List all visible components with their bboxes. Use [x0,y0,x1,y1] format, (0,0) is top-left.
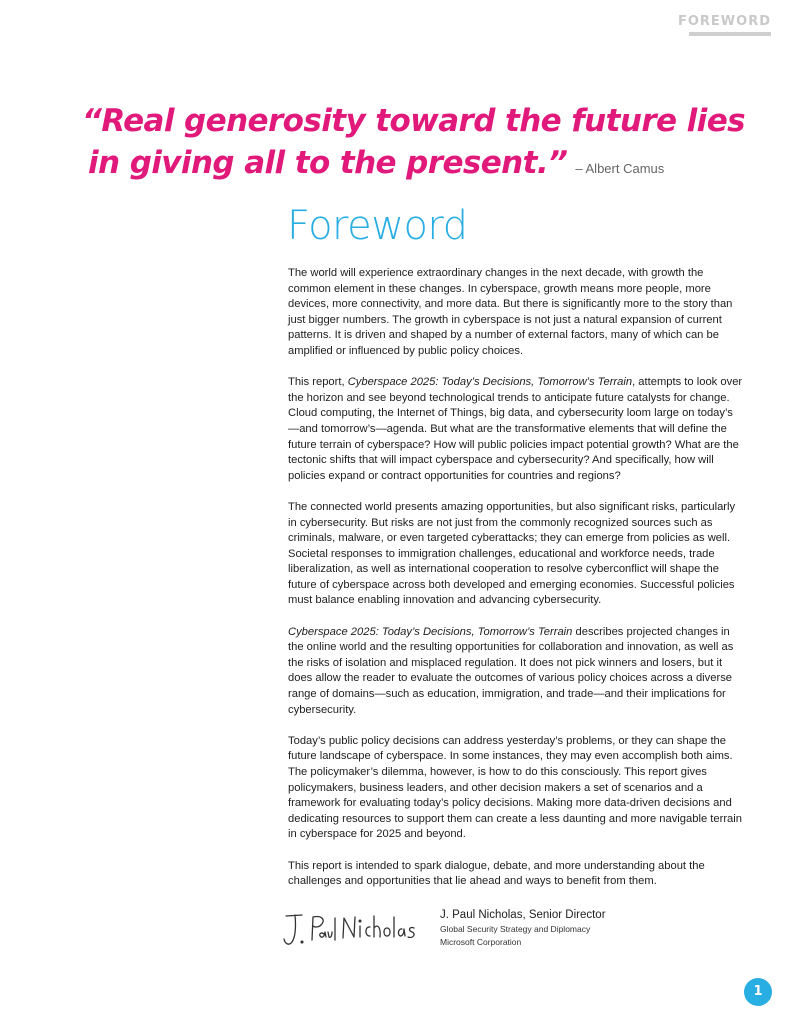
section-header-rule [689,32,771,36]
signer-department: Global Security Strategy and Diplomacy [440,924,591,934]
paragraph-5: Today’s public policy decisions can address yesterday’s problems, or they can shape the future landscape of cyberspace. In some instances, they may even accomplish both aims. The policymaker’s dilemma, however, is how to do this consciously. This report gives policymakers, business leaders, and other decision makers a set of scenarios and a framework for evaluating today’s policy decisions. Making more data-driven decisions and dedicating resources to support them can create a less daunting and more navigable terrain in cyberspace for 2025 and beyond. [288,734,742,841]
page-title: Foreword [287,203,468,249]
section-header-tag: FOREWORD [677,14,771,29]
paragraph-1: The world will experience extraordinary changes in the next decade, with growth the common element in these changes. In cyberspace, growth means more people, more devices, more connectivity, and more data. But there is significantly more to the story than just bigger numbers. The growth in cyberspace is not just a natural expansion of current patterns. It is driven and shaped by a number of external factors, many of which can be amplified or influenced by public policy choices. [288,267,733,357]
quote-attribution: – Albert Camus [575,161,665,176]
paragraph-2 [288,375,744,484]
paragraph-4-rest: describes projected changes in the online world and the resulting opportunities for collaboration and innovation, as well as the risks of isolation and misplaced regulation. It does not pick winners and losers, but it does allow the reader to evaluate the outcomes of various policy choices across a diverse range of domains—such as education, immigration, and trade—and their implications for cybersecurity. [288,625,734,716]
pull-quote [82,100,762,190]
handwritten-signature [280,908,420,950]
paragraph-4 [288,625,744,719]
body-text [288,266,744,905]
quote-line-2-text: in giving all to the present.” [88,145,568,181]
report-title-italic: Cyberspace 2025: Today’s Decisions, Tomorrow’s Terrain [347,376,633,389]
quote-line-2 [82,142,762,190]
quote-line-1: “Real generosity toward the future lies [82,103,745,139]
paragraph-3: The connected world presents amazing opportunities, but also significant risks, particularly in cybersecurity. But risks are not just from the commonly recognized sources such as criminals, malware, or even targeted cyberattacks; they can emerge from policies as well. Societal responses to immigration challenges, educational and workforce needs, trade liberalization, as well as international cooperation to resolve cyberconflict will shape the future of cyberspace across both developed and emerging economies. Successful policies must balance enabling innovation and advancing cybersecurity. [288,500,736,607]
signer-company: Microsoft Corporation [440,937,522,947]
paragraph-2-lead: This report, [288,376,348,389]
signer-block [440,909,606,947]
signer-name: J. Paul Nicholas, Senior Director [440,909,606,921]
page-number-badge: 1 [744,978,772,1006]
report-title-italic: Cyberspace 2025: Today’s Decisions, Tomorrow’s Terrain [288,625,573,638]
paragraph-6: This report is intended to spark dialogue, debate, and more understanding about the challenges and opportunities that lie ahead and ways to benefit from them. [288,859,705,888]
paragraph-2-rest: , attempts to look over the horizon and see beyond technological trends to anticipate future catalysts for change. Cloud computing, the Internet of Things, big data, and cybersecurity loom large on today’s—and tomorrow’s—agenda. But what are the transformative elements that will define the future terrain of cyberspace? How will public policies impact potential growth? What are the tectonic shifts that will impact cyberspace and cybersecurity? And specifically, how will policies expand or contract opportunities for countries and regions? [288,376,743,482]
